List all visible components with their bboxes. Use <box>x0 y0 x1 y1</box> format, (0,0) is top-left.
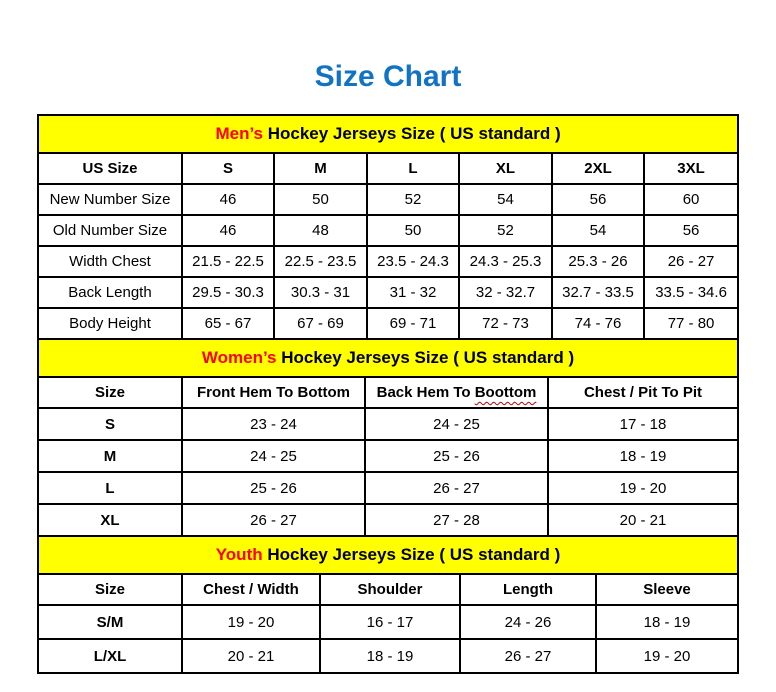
mens-col-header-s: S <box>182 153 274 184</box>
cell: 23 - 24 <box>182 408 365 440</box>
cell: 46 <box>182 184 274 215</box>
cell: 50 <box>367 215 459 246</box>
womens-col-header-chest: Chest / Pit To Pit <box>548 377 738 408</box>
mens-section-title-rest: Hockey Jerseys Size ( US standard ) <box>263 124 561 143</box>
cell: 18 - 19 <box>548 440 738 472</box>
womens-col-header-size: Size <box>38 377 182 408</box>
cell: 56 <box>552 184 644 215</box>
table-row <box>38 277 738 308</box>
youth-col-header-chest-width: Chest / Width <box>182 574 320 605</box>
womens-section-title-rest: Hockey Jerseys Size ( US standard ) <box>276 348 575 367</box>
row-label: S <box>38 408 182 440</box>
row-label: New Number Size <box>38 184 182 215</box>
cell: 17 - 18 <box>548 408 738 440</box>
youth-col-header-size: Size <box>38 574 182 605</box>
womens-section-band <box>38 339 738 377</box>
cell: 20 - 21 <box>548 504 738 536</box>
cell: 52 <box>459 215 552 246</box>
cell: 18 - 19 <box>596 605 738 639</box>
mens-col-header-l: L <box>367 153 459 184</box>
cell: 67 - 69 <box>274 308 367 339</box>
cell: 24 - 25 <box>182 440 365 472</box>
youth-section-title-rest: Hockey Jerseys Size ( US standard ) <box>262 545 561 564</box>
table-row <box>38 246 738 277</box>
row-label: S/M <box>38 605 182 639</box>
table-row <box>38 440 738 472</box>
page-title: Size Chart <box>314 60 462 93</box>
cell: 74 - 76 <box>552 308 644 339</box>
cell: 18 - 19 <box>320 639 460 673</box>
youth-header-row <box>38 574 738 605</box>
cell: 22.5 - 23.5 <box>274 246 367 277</box>
cell: 54 <box>552 215 644 246</box>
cell: 19 - 20 <box>182 605 320 639</box>
cell: 19 - 20 <box>548 472 738 504</box>
cell: 60 <box>644 184 738 215</box>
row-label: Back Length <box>38 277 182 308</box>
mens-section-band <box>38 115 738 153</box>
cell: 26 - 27 <box>460 639 596 673</box>
cell: 46 <box>182 215 274 246</box>
row-label: M <box>38 440 182 472</box>
cell: 20 - 21 <box>182 639 320 673</box>
cell: 25 - 26 <box>182 472 365 504</box>
row-label: Body Height <box>38 308 182 339</box>
table-row <box>38 308 738 339</box>
youth-section-title <box>38 536 738 574</box>
womens-col-header-front-hem: Front Hem To Bottom <box>182 377 365 408</box>
back-hem-prefix: Back Hem To <box>376 384 475 401</box>
cell: 24.3 - 25.3 <box>459 246 552 277</box>
cell: 29.5 - 30.3 <box>182 277 274 308</box>
cell: 25 - 26 <box>365 440 548 472</box>
youth-section-title-highlight: Youth <box>215 545 263 564</box>
cell: 25.3 - 26 <box>552 246 644 277</box>
cell: 19 - 20 <box>596 639 738 673</box>
table-row <box>38 184 738 215</box>
cell: 32 - 32.7 <box>459 277 552 308</box>
row-label: Width Chest <box>38 246 182 277</box>
cell: 26 - 27 <box>365 472 548 504</box>
table-row <box>38 504 738 536</box>
cell: 26 - 27 <box>182 504 365 536</box>
cell: 56 <box>644 215 738 246</box>
mens-size-table <box>37 114 739 340</box>
womens-section-title <box>38 339 738 377</box>
cell: 32.7 - 33.5 <box>552 277 644 308</box>
mens-section-title-highlight: Men’s <box>215 124 263 143</box>
mens-col-header-2xl: 2XL <box>552 153 644 184</box>
table-row <box>38 215 738 246</box>
row-label: L <box>38 472 182 504</box>
cell: 23.5 - 24.3 <box>367 246 459 277</box>
youth-col-header-length: Length <box>460 574 596 605</box>
mens-col-header-3xl: 3XL <box>644 153 738 184</box>
cell: 27 - 28 <box>365 504 548 536</box>
back-hem-misspelled-word: Boottom <box>474 384 537 401</box>
row-label: Old Number Size <box>38 215 182 246</box>
table-row <box>38 408 738 440</box>
womens-col-header-back-hem <box>365 377 548 408</box>
cell: 33.5 - 34.6 <box>644 277 738 308</box>
mens-col-header-m: M <box>274 153 367 184</box>
cell: 31 - 32 <box>367 277 459 308</box>
table-row <box>38 472 738 504</box>
cell: 52 <box>367 184 459 215</box>
cell: 24 - 25 <box>365 408 548 440</box>
cell: 65 - 67 <box>182 308 274 339</box>
table-row <box>38 605 738 639</box>
womens-size-table <box>37 338 739 537</box>
womens-header-row <box>38 377 738 408</box>
cell: 24 - 26 <box>460 605 596 639</box>
mens-header-row <box>38 153 738 184</box>
cell: 77 - 80 <box>644 308 738 339</box>
cell: 16 - 17 <box>320 605 460 639</box>
mens-col-header-us-size: US Size <box>38 153 182 184</box>
youth-section-band <box>38 536 738 574</box>
cell: 69 - 71 <box>367 308 459 339</box>
cell: 21.5 - 22.5 <box>182 246 274 277</box>
cell: 30.3 - 31 <box>274 277 367 308</box>
row-label: XL <box>38 504 182 536</box>
youth-col-header-shoulder: Shoulder <box>320 574 460 605</box>
table-row <box>38 639 738 673</box>
cell: 26 - 27 <box>644 246 738 277</box>
row-label: L/XL <box>38 639 182 673</box>
cell: 72 - 73 <box>459 308 552 339</box>
cell: 54 <box>459 184 552 215</box>
size-tables-container <box>37 114 737 674</box>
womens-section-title-highlight: Women’s <box>201 348 277 367</box>
youth-col-header-sleeve: Sleeve <box>596 574 738 605</box>
mens-section-title <box>38 115 738 153</box>
mens-col-header-xl: XL <box>459 153 552 184</box>
youth-size-table <box>37 535 739 674</box>
cell: 50 <box>274 184 367 215</box>
cell: 48 <box>274 215 367 246</box>
